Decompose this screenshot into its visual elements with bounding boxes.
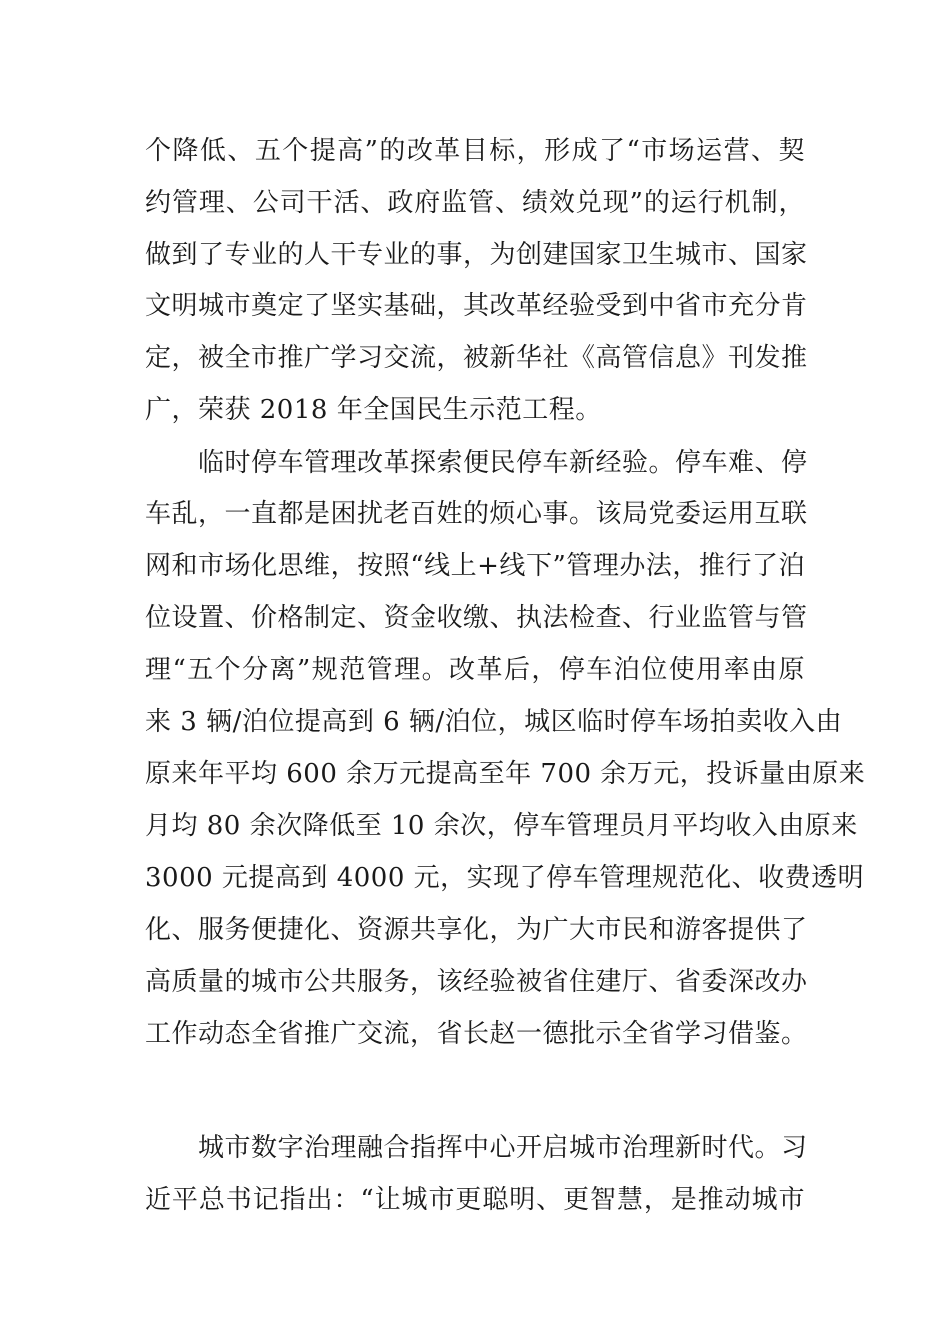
- paragraph-2-line-12: 工作动态全省推广交流，省长赵一德批示全省学习借鉴。: [145, 1019, 808, 1049]
- paragraph-3-line-1: 城市数字治理融合指挥中心开启城市治理新时代。习: [198, 1133, 808, 1163]
- paragraph-2-line-5: 理“五个分离”规范管理。改革后，停车泊位使用率由原: [145, 655, 805, 685]
- paragraph-2-line-11: 高质量的城市公共服务，该经验被省住建厅、省委深改办: [145, 967, 808, 997]
- paragraph-2-line-7: 原来年平均 600 余万元提高至年 700 余万元，投诉量由原来: [145, 759, 866, 789]
- paragraph-2-line-10: 化、服务便捷化、资源共享化，为广大市民和游客提供了: [145, 915, 808, 945]
- paragraph-2-line-1: 临时停车管理改革探索便民停车新经验。停车难、停: [198, 448, 808, 478]
- paragraph-2-line-2: 车乱，一直都是困扰老百姓的烦心事。该局党委运用互联: [145, 499, 808, 529]
- paragraph-3-line-2: 近平总书记指出：“让城市更聪明、更智慧，是推动城市: [145, 1185, 805, 1215]
- paragraph-1-line-1: 个降低、五个提高”的改革目标，形成了“市场运营、契: [145, 136, 805, 166]
- paragraph-2-line-3: 网和市场化思维，按照“线上+线下”管理办法，推行了泊: [145, 551, 805, 581]
- paragraph-2-line-4: 位设置、价格制定、资金收缴、执法检查、行业监管与管: [145, 603, 808, 633]
- paragraph-2-line-8: 月均 80 余次降低至 10 余次，停车管理员月平均收入由原来: [145, 811, 858, 841]
- paragraph-1-line-5: 定，被全市推广学习交流，被新华社《高管信息》刊发推: [145, 343, 808, 373]
- paragraph-1-line-2: 约管理、公司干活、政府监管、绩效兑现”的运行机制，: [145, 188, 805, 218]
- paragraph-1-line-4: 文明城市奠定了坚实基础，其改革经验受到中省市充分肯: [145, 291, 808, 321]
- paragraph-1-line-6: 广，荣获 2018 年全国民生示范工程。: [145, 395, 602, 425]
- paragraph-2-line-6: 来 3 辆/泊位提高到 6 辆/泊位，城区临时停车场拍卖收入由: [145, 707, 843, 737]
- paragraph-2-line-9: 3000 元提高到 4000 元，实现了停车管理规范化、收费透明: [145, 863, 865, 893]
- paragraph-1-line-3: 做到了专业的人干专业的事，为创建国家卫生城市、国家: [145, 240, 808, 270]
